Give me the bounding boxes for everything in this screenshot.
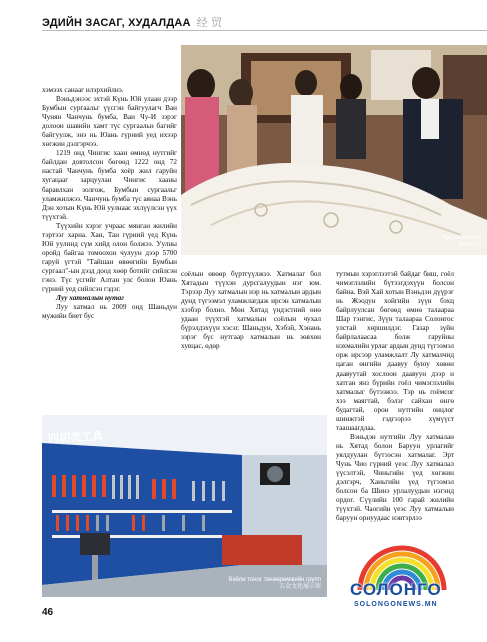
paragraph: соёлын өвөөр бүртгүүлжээ. Хатмалаг бол Хятадын түүхэн дурсгалуудын нэг юм. Тэрээр Луу хатмалын нэр нь хатмалын ардын дунд түгээмэл уламжлагдаж ирсэн хатмалын хээбэр болно. Мөн Хятад үндэстний өнө удаан түүхтэй хатмалын соёлын чухал бүрэлдэхүүн хэсэг. Шаньдун, Хэбэй, Хэнань зэрэг бүс нутгаар хатмалын нь зөвхөн хувцас, өдөр: [181, 270, 321, 351]
section-header: [42, 14, 222, 30]
header-rule: [42, 30, 487, 31]
exhibit-sign: 四切类工具: [47, 429, 104, 446]
embroidery-scene: [181, 45, 487, 255]
left-column: [42, 86, 177, 321]
photo-tools-exhibition: [42, 415, 327, 597]
paragraph: тутмын хэрэглээтэй байдаг биш, гоёл чимэглэлийн бүтээгдэхүүн болсон байна. Вэй Хай хотын Вэньдэн дүүрэг нь Жэодун хойгийн зүүн бэхц байрлуулсан бөгөөд өмнө талаараа Шар тэнгис, Зүүн талаараа Солонгос улстай хөршилдэг. Газар зүйн байрлалаасаа болж гаруйны нэхмалийн урлаг ардын дунд түгээмэл орж ирсээр уламжлалт Лу хатмалчид цаган өнгийн даавуу буюу хөвөн даавуутай хослоон даавуун дээр н хатган янз бүрийн гоёл чимэглэлийн хатмалыг бүтээжээ. Тэр нь гоёмсог хээ маягтай, бэлэг сайхан өнгө будагтай, орон нутгийн онцлог шинжтэй гэдгээрээ хүмүүст таашаагдлаа.: [336, 270, 454, 432]
photo-bottom-caption: Вэйли тоног төхөөрөмжийн групп 五金文化展示馆: [228, 577, 321, 590]
subheading: Луу хатмалын нутаг: [56, 294, 124, 303]
paragraph: 1219 онд Чингис хаан өмнөд нутгийг байлдан довтолсон бөгөөд 1222 онд 72 настай Чанчунь бумба хоёр жил гаруйн хугацааг зарцуулан Чингис хааны баравлхан золгож, Бумбын сургаальг уламжилжээ. Чанчунь бумба түс аянаа Вэнь Дэн хотын Күнь Юй уулнаас эхлүүлсэн үүх түүхтэй.: [42, 149, 177, 221]
paragraph: Вэньдэнээс эхтэй Күнь Юй улаан дээр Бумбын сургаальг үүсгэн байгуулагч Ван Чунян Чанчунь бумба, Ван Чу-И зэрэг долоон шавийн хамт түс сургаальн багийг байгуулж, энэ нь Юань гүрний уед ихээр хөгжин дэлгэрчээ.: [42, 95, 177, 149]
logo-name: СОЛОНГО: [350, 580, 442, 599]
paragraph: хэмээх санааг илэрхийлнэ.: [42, 86, 124, 94]
section-subtitle: 经 贸: [196, 17, 223, 29]
photo-embroidery: [181, 45, 487, 255]
section-title: ЭДИЙН ЗАСАГ, ХУДАЛДАА: [42, 17, 191, 29]
photo-top-caption: Луу хатмалын шинэ эх: [441, 235, 481, 248]
page-number: 46: [42, 607, 54, 618]
paragraph: Луу хатмал нь 2009 онд Шаньдун мужийн биет бус: [42, 303, 177, 321]
right-column: [336, 270, 454, 523]
solongo-watermark: [352, 540, 452, 628]
paragraph: Вэньдэн нутгийн Луу хатмалан нь Хятад болон Баруун урлагийг уялдуулан бүтээсэн хатмалаг. Эрт Чунь Чио гүрний үеэс Луу хатмалал үүсэлтэй, Чиньгийн үед хөгжин дэлгэрч, Ханьгийн үед түгээмэл болсон ба Шинэ урлалуудын нэгэнд ордог. Сүүлийн 100 гарай жилийн түүхтэй. Чаогийн үеэс Луу хатмалын баруун орнуудаас нэвтэрлээ: [336, 432, 454, 523]
logo-url: SOLONGONEWS.MN: [354, 601, 438, 608]
paragraph: Түүхийн хэрэг учраас мянган жилийн тэртээг харна. Хан, Тан гүрний үед Күнь Юй уулинд сүм хийд олон болжээ. Уулны оройд байгаа томоохон чулуун дээр 5700 гаруй үгтэй "Тайшан өвөөгийн Бумбын сургаал"-ын дэзд доод хөөр ботийг сийлсэн гэнэ. Түс үсгийг Алтан улс болон Юань гүрний уед сийлсэн гэдэг.: [42, 221, 177, 294]
middle-column: [181, 270, 321, 351]
